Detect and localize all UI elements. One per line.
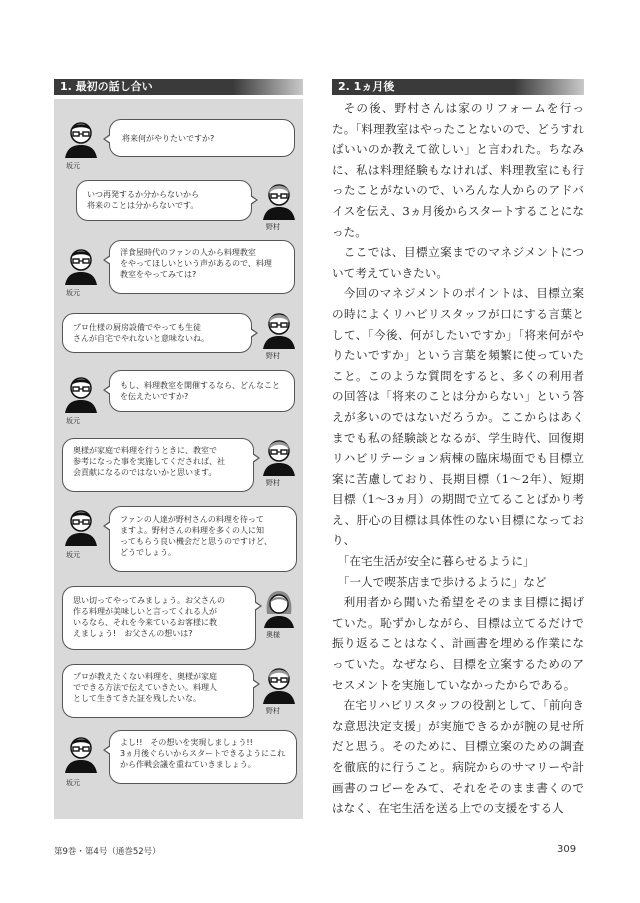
speaker-label: 坂元 xyxy=(66,551,80,559)
speaker-label: 奥様 xyxy=(266,631,280,639)
speech-bubble: よし!! その想いを実現しましょう!! 3ヵ月後ぐらいからスタートできるようにこれ から作戦会議を重ねていきましょう。 xyxy=(109,730,297,784)
man-with-glasses-icon xyxy=(261,664,297,704)
paragraph: 今回のマネジメントのポイントは、目標立案の時によくリハビリスタッフが口にする言葉として、「今後、何がしたいですか」「将来何がやりたいですか」という言葉を頻繁に使っていたこと。このような質問をすると、多くの利用者の回答は「将来のことは分からない」という答えが多いのではないだろうか。ここからはあくまでも私の経験談となるが、学生時代、回復期リハビリテーション病棟の臨床場面でも目標立案に苦慮しており、長期目標（1～2年）、短期目標（1～3ヵ月）の期間で立てることばかり考え、肝心の目標は具体性のない目標になっており、 xyxy=(332,286,584,548)
section-2-heading: 2. 1ヵ月後 xyxy=(332,79,584,95)
speech-bubble: 奥様が家庭で料理を行うときに、教室で 参考になった事を実施してくだされば、社 会貢献になるのではないかと思います。 xyxy=(62,438,254,492)
body-text xyxy=(332,98,584,819)
section-1-heading: 1. 最初の話し合い xyxy=(54,79,303,95)
speaker-label: 野村 xyxy=(266,352,280,360)
man-with-glasses-icon xyxy=(63,118,99,158)
paragraph: ここでは、目標立案までのマネジメントについて考えていきたい。 xyxy=(332,245,584,280)
quote-line: 「一人で喫茶店まで歩けるように」など xyxy=(337,574,547,589)
speaker-label: 坂元 xyxy=(66,289,80,297)
speaker-label: 坂元 xyxy=(66,779,80,787)
speaker-label: 野村 xyxy=(266,479,280,487)
journal-issue: 第9巻・第4号（通巻52号） xyxy=(54,847,161,857)
speaker-label: 坂元 xyxy=(66,162,80,170)
paragraph: その後、野村さんは家のリフォームを行った。「料理教室はやったことないので、どうすればいいのか教えて欲しい」と言われた。ちなみに、私は料理経験もなければ、料理教室にも行ったことがないので、いろんな人からのアドバイスを伝え、3ヵ月後からスタートすることになった。 xyxy=(332,101,584,239)
speaker-label: 野村 xyxy=(266,223,280,231)
man-with-glasses-icon xyxy=(261,180,297,220)
man-with-glasses-icon xyxy=(261,309,297,349)
speech-bubble: いつ再発するか分からないから 将来のことは分からないです。 xyxy=(76,180,252,221)
paragraph: 利用者から聞いた希望をそのまま目標に掲げていた。恥ずかしながら、目標は立てるだけで振り返ることはなく、計画書を埋める作業になっていた。なぜなら、目標を立案するためのアセスメントを実施していなかったからである。 xyxy=(332,595,584,692)
man-with-glasses-icon xyxy=(261,436,297,476)
speech-bubble: プロ仕様の厨房設備でやっても生徒 さんが自宅でやれないと意味ないね。 xyxy=(62,313,252,353)
speaker-label: 坂元 xyxy=(66,417,80,425)
man-with-glasses-icon xyxy=(63,373,99,413)
man-with-glasses-icon xyxy=(63,506,99,546)
man-with-glasses-icon xyxy=(63,733,99,773)
quote-line: 「在宅生活が安全に暮らせるように」 xyxy=(337,554,535,569)
man-with-glasses-icon xyxy=(63,245,99,285)
speech-bubble: 洋食屋時代のファンの人から料理教室 をやってほしいという声があるので、料理 教室をやってみては? xyxy=(109,240,295,294)
paragraph: 在宅リハビリスタッフの役割として、「前向きな意思決定支援」が実施できるかが腕の見せ所だと思う。そのために、目標立案のための調査を徹底的に行うこと。病院からのサマリーや計画書のコピーをみて、それをそのまま書くのではなく、在宅生活を送る上での支援をする人 xyxy=(332,698,584,816)
speaker-label: 野村 xyxy=(266,707,280,715)
speech-bubble: 思い切ってやってみましょう。お父さんの 作る料理が美味しいと言ってくれる人が いるなら、それを今来ているお客様に教 えましょう! お父さんの想いは? xyxy=(62,586,256,650)
speech-bubble: プロが教えたくない料理を、奥様が家庭 でできる方法で伝えていきたい。料理人 として生きてきた証を残したいな。 xyxy=(62,664,254,718)
woman-icon xyxy=(261,588,297,628)
page-number: 309 xyxy=(557,844,577,855)
speech-bubble: ファンの人達が野村さんの料理を待って ますよ。野村さんの料理を多くの人に知 ってもらう良い機会だと思うのですけど、 どうでしょう。 xyxy=(109,506,297,572)
speech-bubble: もし、料理教室を開催するなら、どんなこと を伝えたいですか? xyxy=(109,370,295,412)
speech-bubble: 将来何がやりたいですか? xyxy=(109,119,295,157)
